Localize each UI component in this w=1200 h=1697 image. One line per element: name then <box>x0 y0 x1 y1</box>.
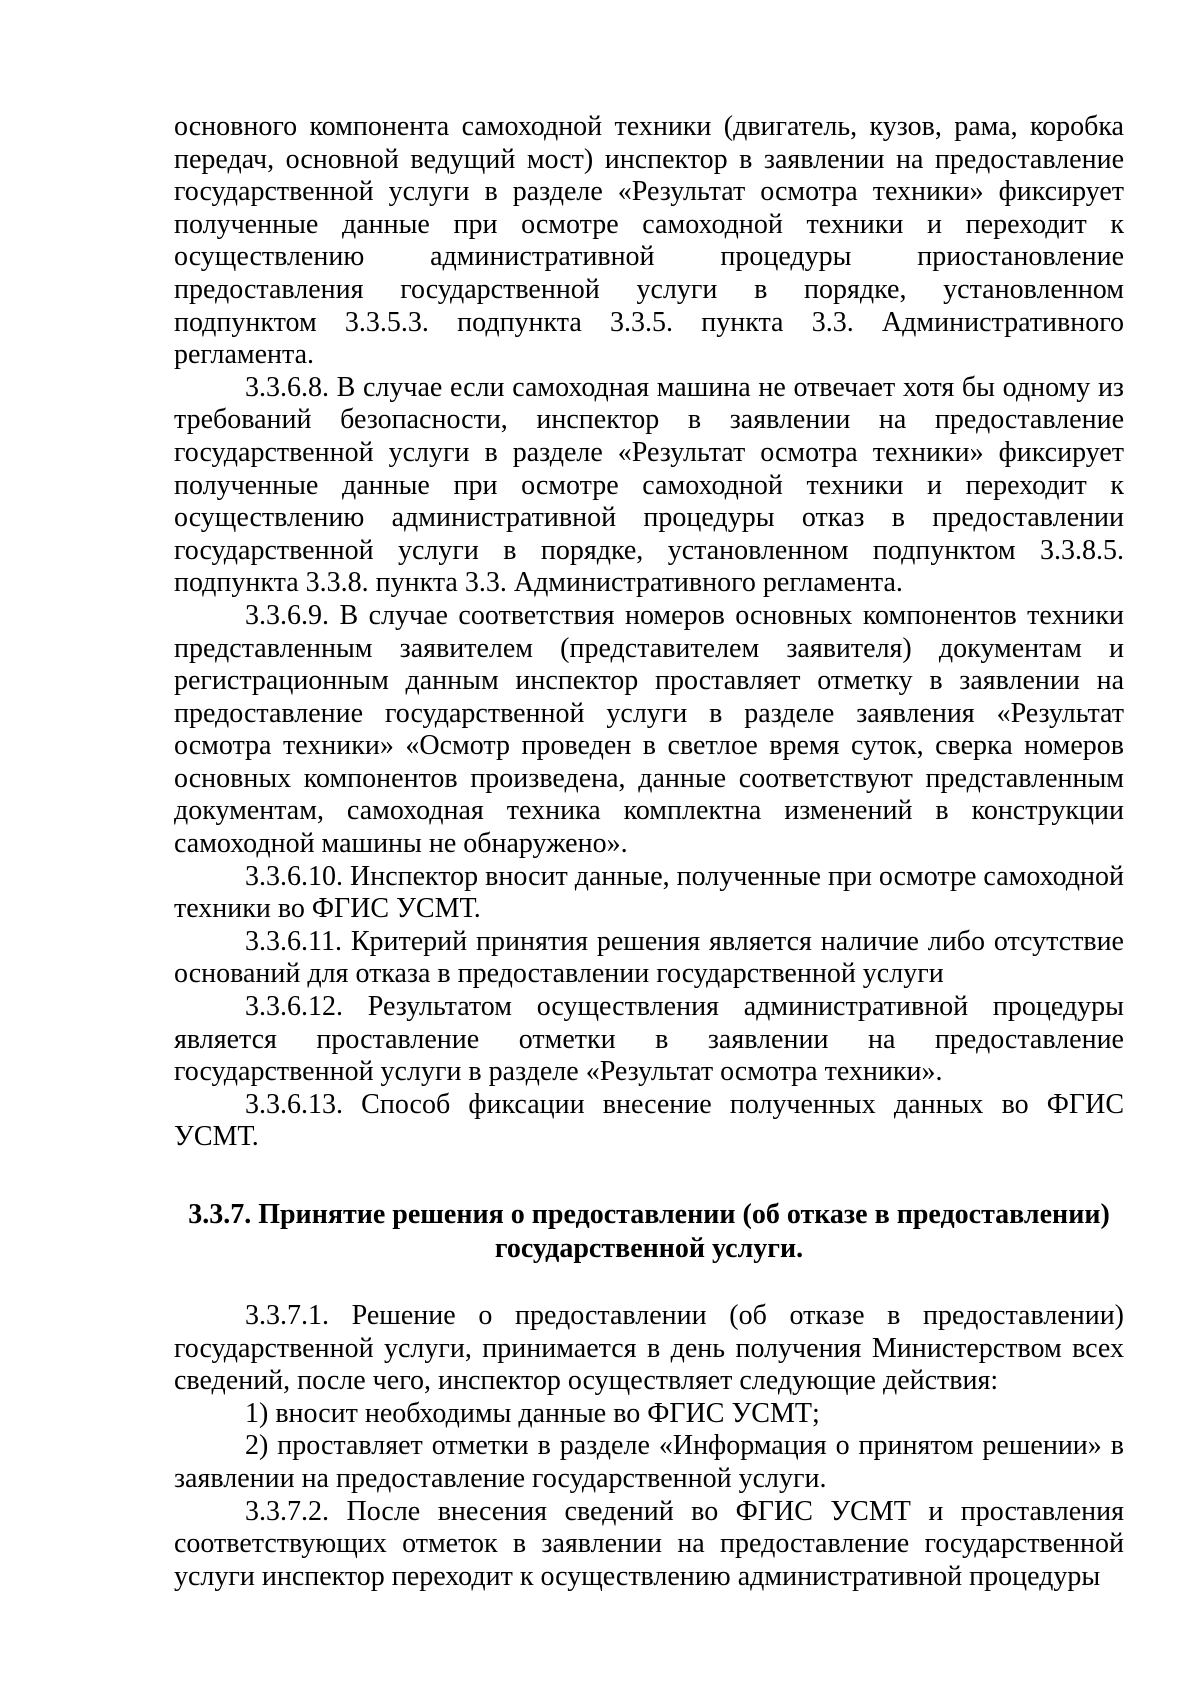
paragraph-3-3-6-13: 3.3.6.13. Способ фиксации внесение полученных данных во ФГИС УСМТ. <box>174 1088 1124 1153</box>
paragraph-3-3-6-11: 3.3.6.11. Критерий принятия решения является наличие либо отсутствие оснований для отказа в предоставлении государственной услуги <box>174 925 1124 990</box>
section-heading-3-3-7 <box>174 1198 1124 1266</box>
paragraph-3-3-6-10: 3.3.6.10. Инспектор вносит данные, полученные при осмотре самоходной техники во ФГИС УСМТ. <box>174 860 1124 925</box>
document-page <box>174 111 1124 1593</box>
list-item-1: 1) вносит необходимы данные во ФГИС УСМТ; <box>245 1397 820 1429</box>
list-item-2: 2) проставляет отметки в разделе «Информация о принятом решении» в заявлении на предоставление государственной услуги. <box>174 1430 1124 1494</box>
section-heading-line-1: 3.3.7. Принятие решения о предоставлении (об отказе в предоставлении) <box>188 1199 1110 1230</box>
section-heading-line-2: государственной услуги. <box>494 1233 804 1264</box>
paragraph-main-component: основного компонента самоходной техники (двигатель, кузов, рама, коробка передач, основной ведущий мост) инспектор в заявлении на предоставление государственной услуги в разделе «Результат осмотра техники» фиксирует полученные данные при осмотре самоходной техники и переходит к осуществлению административной процедуры приостановление предоставления государственной услуги в порядке, установленном подпунктом 3.3.5.3. подпункта 3.3.5. пункта 3.3. Административного регламента. <box>174 111 1124 371</box>
paragraph-3-3-7-1: 3.3.7.1. Решение о предоставлении (об отказе в предоставлении) государственной услуги, принимается в день получения Министерством всех сведений, после чего, инспектор осуществляет следующие действия: <box>174 1300 1124 1397</box>
paragraph-3-3-6-8: 3.3.6.8. В случае если самоходная машина не отвечает хотя бы одному из требований безопасности, инспектор в заявлении на предоставление государственной услуги в разделе «Результат осмотра техники» фиксирует полученные данные при осмотре самоходной техники и переходит к осуществлению административной процедуры отказ в предоставлении государственной услуги в порядке, установленном подпунктом 3.3.8.5. подпункта 3.3.8. пункта 3.3. Административного регламента. <box>174 371 1124 599</box>
paragraph-3-3-6-12: 3.3.6.12. Результатом осуществления административной процедуры является проставление отметки в заявлении на предоставление государственной услуги в разделе «Результат осмотра техники». <box>174 991 1124 1088</box>
paragraph-3-3-7-2: 3.3.7.2. После внесения сведений во ФГИС УСМТ и проставления соответствующих отметок в заявлении на предоставление государственной услуги инспектор переходит к осуществлению административной процедуры <box>174 1495 1124 1592</box>
paragraph-3-3-6-9: 3.3.6.9. В случае соответствия номеров основных компонентов техники представленным заявителем (представителем заявителя) документам и регистрационным данным инспектор проставляет отметку в заявлении на предоставление государственной услуги в разделе заявления «Результат осмотра техники» «Осмотр проведен в светлое время суток, сверка номеров основных компонентов произведена, данные соответствуют представленным документам, самоходная техника комплектна изменений в конструкции самоходной машины не обнаружено». <box>174 599 1124 860</box>
